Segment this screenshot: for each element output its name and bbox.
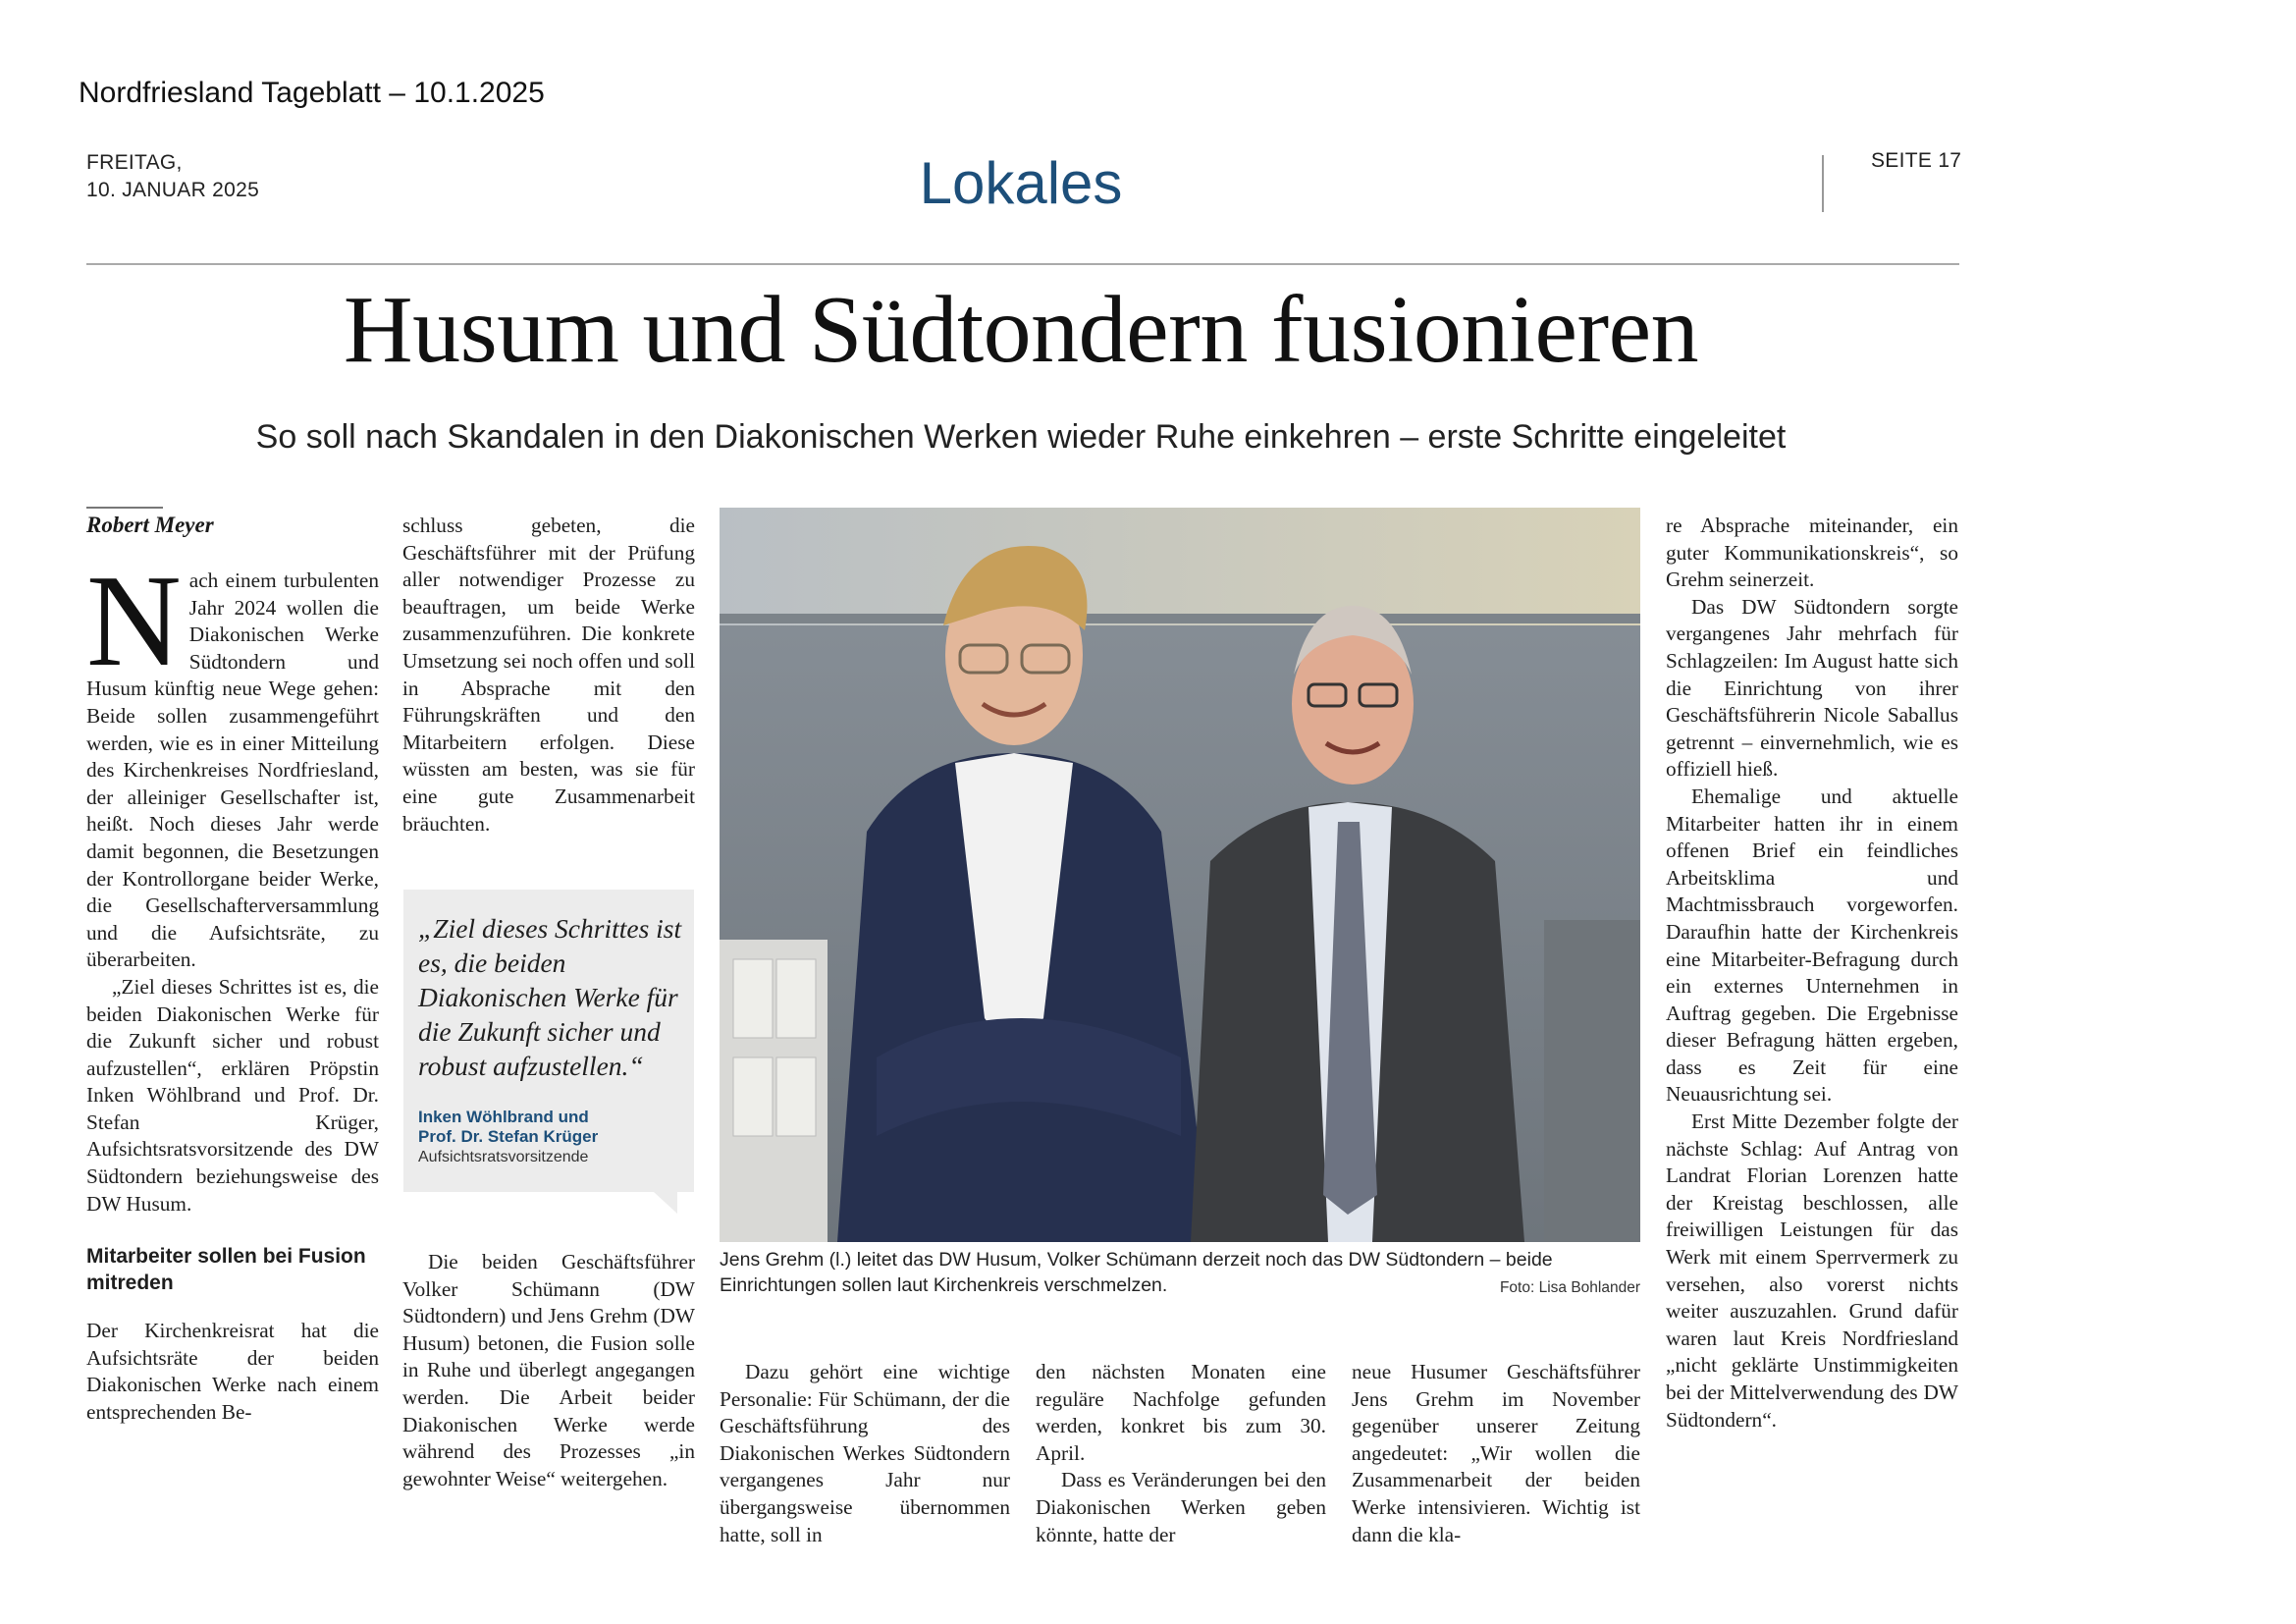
article-column-1 bbox=[86, 548, 379, 1427]
subheadline: So soll nach Skandalen in den Diakonischen Werken wieder Ruhe einkehren – erste Schritte eingeleitet bbox=[255, 418, 1787, 456]
article-column-5 bbox=[1352, 1359, 1640, 1548]
photo-caption: Jens Grehm (l.) leitet das DW Husum, Volker Schümann derzeit noch das DW Südtondern – beide Einrichtungen sollen laut Kirchenkreis verschmelzen. bbox=[720, 1249, 1553, 1296]
article-paragraph: Dass es Veränderungen bei den Diakonischen Werken geben könnte, hatte der bbox=[1036, 1468, 1326, 1546]
issue-date-text: 10. JANUAR 2025 bbox=[86, 179, 260, 201]
article-column-6 bbox=[1666, 513, 1958, 1434]
article-paragraph: Nach einem turbulenten Jahr 2024 wollen die Diakonischen Werke Südtondern und Husum künftig neue Wege gehen: Beide sollen zusammengeführt werden, wie es in einer Mitteilung des Kirchenkreises Nordfriesland, der alleiniger Gesellschafter ist, heißt. Noch dieses Jahr werde damit begonnen, die Besetzungen der Kontrollorgane beider Werke, die Gesellschafterversammlung und die Aufsichtsräte, zu überarbeiten. bbox=[86, 548, 379, 972]
page-number: SEITE 17 bbox=[1871, 149, 1962, 172]
photo-credit: Foto: Lisa Bohlander bbox=[1499, 1279, 1640, 1296]
article-photo bbox=[720, 508, 1640, 1242]
pull-quote-author-line: Prof. Dr. Stefan Krüger bbox=[418, 1127, 599, 1146]
pull-quote-notch bbox=[654, 1192, 677, 1214]
article-column-4 bbox=[1036, 1359, 1326, 1548]
article-paragraph: Das DW Südtondern sorgte vergangenes Jahr mehrfach für Schlagzeilen: Im August hatte sich die Einrichtung von ihrer Geschäftsführerin Nicole Saballus getrennt – einvernehmlich, wie es offiziell hieß. bbox=[1666, 594, 1958, 782]
header-rule bbox=[86, 263, 1959, 265]
pull-quote-author-line: Inken Wöhlbrand und bbox=[418, 1108, 589, 1126]
article-paragraph: Der Kirchenkreisrat hat die Aufsichtsräte der beiden Diakonischen Werke nach einem entsprechenden Be- bbox=[86, 1319, 379, 1425]
article-column-2-bottom bbox=[402, 1249, 695, 1492]
article-paragraph: schluss gebeten, die Geschäftsführer mit der Prüfung aller notwendiger Prozesse zu beauftragen, um beide Werke zusammenzuführen. Die konkrete Umsetzung sei noch offen und soll in Absprache mit den Führungskräften und den Mitarbeitern erfolgen. Diese wüssten am besten, was sie für eine gute Zusammenarbeit bräuchten. bbox=[402, 514, 695, 836]
pull-quote-role: Aufsichtsratsvorsitzende bbox=[418, 1149, 589, 1165]
article-paragraph: „Ziel dieses Schrittes ist es, die beiden Diakonischen Werke für die Zukunft sicher und robust aufzustellen“, erklären Pröpstin Inken Wöhlbrand und Prof. Dr. Stefan Krüger, Aufsichtsratsvorsitzende des DW Südtondern beziehungsweise des DW Husum. bbox=[86, 974, 379, 1216]
article-paragraph: Dazu gehört eine wichtige Personalie: Für Schümann, der die Geschäftsführung des Diakonischen Werkes Südtondern vergangenes Jahr nur übergangsweise übernommen hatte, soll in bbox=[720, 1360, 1010, 1546]
pull-quote-text: „Ziel dieses Schrittes ist es, die beiden Diakonischen Werke für die Zukunft sicher und robust aufzustellen.“ bbox=[418, 913, 682, 1081]
article-paragraph: Erst Mitte Dezember folgte der nächste Schlag: Auf Antrag von Landrat Florian Lorenzen hatte der Kreistag beschlossen, alle freiwilligen Leistungen für das Werk mit einem Sperrvermerk zu versehen, also vorerst nichts weiter auszuzahlen. Grund dafür waren laut Kreis Nordfriesland „nicht geklärte Unstimmigkeiten bei der Mittelverwendung des DW Südtondern“. bbox=[1666, 1110, 1958, 1432]
author-rule bbox=[86, 507, 163, 509]
dropcap: N bbox=[86, 548, 182, 693]
pull-quote-author bbox=[418, 1108, 683, 1147]
article-column-3 bbox=[720, 1359, 1010, 1548]
article-paragraph: den nächsten Monaten eine reguläre Nachfolge gefunden werden, konkret bis zum 30. April. bbox=[1036, 1360, 1326, 1465]
article-paragraph: re Absprache miteinander, ein guter Kommunikationskreis“, so Grehm seinerzeit. bbox=[1666, 514, 1958, 592]
article-column-2-top bbox=[402, 513, 695, 838]
section-title: Lokales bbox=[919, 150, 1123, 216]
article-paragraph: Ehemalige und aktuelle Mitarbeiter hatten ihr in einem offenen Brief ein feindliches Arbeitsklima und Machtmissbrauch vorgeworfen. Daraufhin hatte der Kirchenkreis eine Mitarbeiter-Befragung durch ein externes Unternehmen in Auftrag gegeben. Die Ergebnisse dieser Befragung hätten ergeben, dass es Zeit für eine Neuausrichtung sei. bbox=[1666, 784, 1958, 1107]
article-paragraph: neue Husumer Geschäftsführer Jens Grehm im November gegenüber unserer Zeitung angedeutet: „Wir wollen die Zusammenarbeit der beiden Werke intensivieren. Wichtig ist dann die kla- bbox=[1352, 1360, 1640, 1546]
section-subhead: Mitarbeiter sollen bei Fusion mitreden bbox=[86, 1245, 366, 1295]
author-byline: Robert Meyer bbox=[86, 513, 214, 537]
source-line: Nordfriesland Tageblatt – 10.1.2025 bbox=[79, 77, 545, 109]
issue-weekday: FREITAG, bbox=[86, 151, 183, 174]
header-divider bbox=[1822, 155, 1824, 212]
headline: Husum und Südtondern fusionieren bbox=[343, 277, 1699, 383]
article-paragraph: Die beiden Geschäftsführer Volker Schümann (DW Südtondern) und Jens Grehm (DW Husum) betonen, die Fusion solle in Ruhe und überlegt angegangen werden. Die Arbeit beider Diakonischen Werke werde während des Prozesses „in gewohnter Weise“ weitergehen. bbox=[402, 1250, 695, 1490]
